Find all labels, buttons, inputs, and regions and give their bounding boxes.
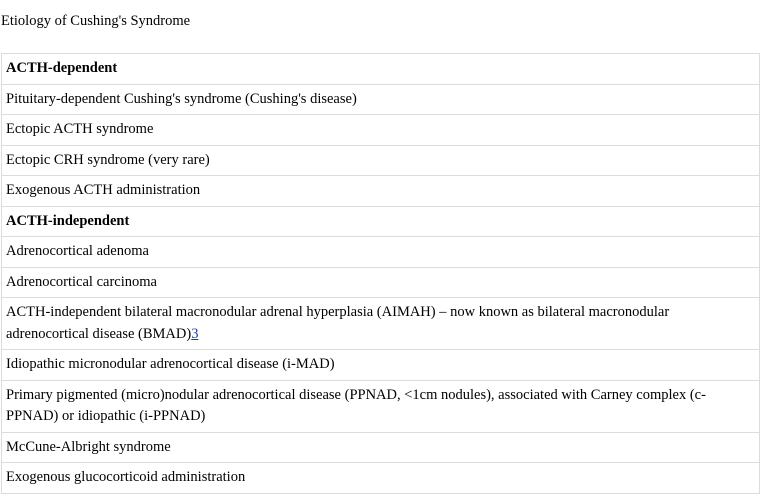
table-row: [2, 267, 760, 298]
table-row: [2, 115, 760, 146]
section-header-acth-dependent: ACTH-dependent: [2, 54, 760, 85]
table-row: [2, 84, 760, 115]
section-header-acth-independent: ACTH-independent: [2, 206, 760, 237]
table-cell: Primary pigmented (micro)nodular adrenocortical disease (PPNAD, <1cm nodules), associated with Carney complex (c-PPNAD) or idiopathic (i-PPNAD): [2, 380, 760, 432]
table-row: [2, 350, 760, 381]
table-cell: McCune-Albright syndrome: [2, 432, 760, 463]
table-cell: Exogenous glucocorticoid administration: [2, 463, 760, 494]
table-cell: Ectopic ACTH syndrome: [2, 115, 760, 146]
table-row: [2, 54, 760, 85]
table-row: [2, 463, 760, 494]
table-row: [2, 432, 760, 463]
table-row: [2, 237, 760, 268]
table-row: [2, 206, 760, 237]
table-cell: Adrenocortical carcinoma: [2, 267, 760, 298]
table-cell: Adrenocortical adenoma: [2, 237, 760, 268]
reference-link[interactable]: 3: [191, 325, 199, 342]
table-cell: Idiopathic micronodular adrenocortical disease (i-MAD): [2, 350, 760, 381]
table-row: [2, 298, 760, 350]
table-caption: Etiology of Cushing's Syndrome: [1, 13, 191, 29]
table-row: [2, 145, 760, 176]
cell-text: ACTH-independent bilateral macronodular adrenal hyperplasia (AIMAH) – now known as bilateral macronodular adrenocortical disease (BMAD): [6, 304, 670, 342]
table-cell: Ectopic CRH syndrome (very rare): [2, 145, 760, 176]
table-cell: Pituitary-dependent Cushing's syndrome (Cushing's disease): [2, 84, 760, 115]
etiology-table: [1, 53, 760, 494]
table-row: [2, 380, 760, 432]
table-row: [2, 176, 760, 207]
table-cell: Exogenous ACTH administration: [2, 176, 760, 207]
table-cell: [2, 298, 760, 350]
